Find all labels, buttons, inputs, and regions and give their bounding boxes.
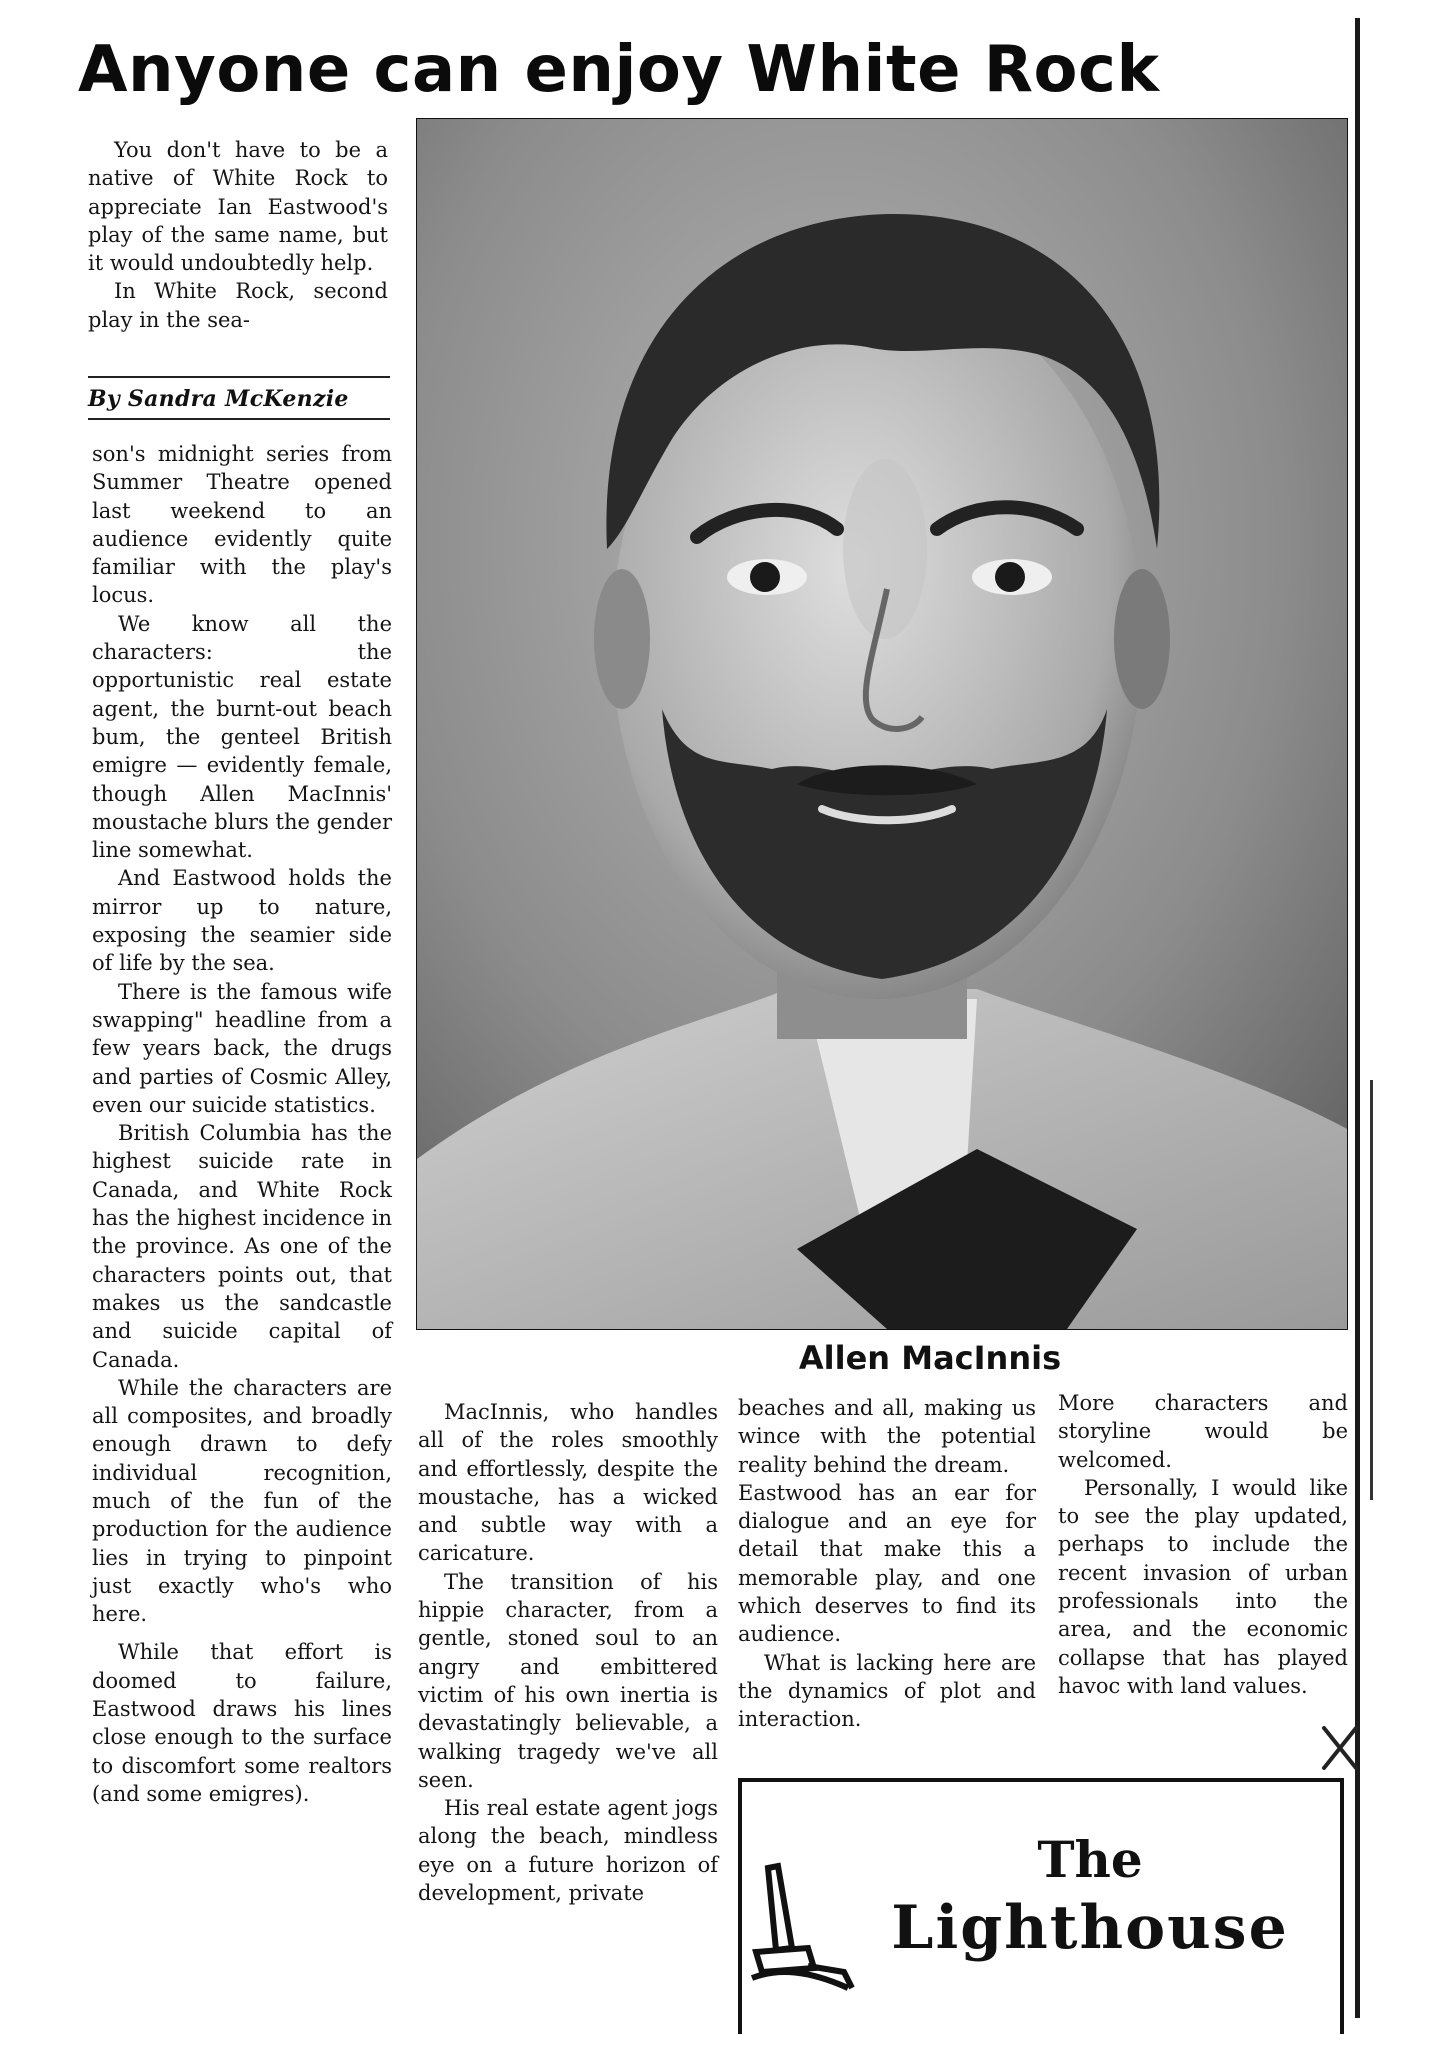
advert-title (850, 1830, 1330, 1966)
column-rule (1355, 18, 1360, 2018)
portrait-illustration (417, 119, 1347, 1329)
intro-paragraph-1: You don't have to be a native of White Rock to appreciate Ian Eastwood's play of the same name, but it would undoubtedly help. (88, 138, 388, 276)
article-column-2 (418, 1398, 718, 1907)
article-column-4 (1058, 1389, 1348, 1700)
paragraph: There is the famous wife swapping" headline from a few years back, the drugs and parties of Cosmic Alley, even our suicide statistics. (92, 979, 392, 1117)
article-column-3 (738, 1394, 1036, 1734)
byline: By Sandra McKenzie (88, 386, 349, 412)
paragraph: beaches and all, making us wince with the potential reality behind the dream. (738, 1396, 1036, 1477)
lighthouse-icon (748, 1848, 858, 1998)
paragraph: His real estate agent jogs along the beach, mindless eye on a future horizon of development, private (418, 1796, 718, 1906)
paragraph: While that effort is doomed to failure, Eastwood draws his lines close enough to the surface to discomfort some realtors (and some emigres). (92, 1640, 392, 1806)
paragraph: MacInnis, who handles all of the roles smoothly and effortlessly, despite the moustache, has a wicked and subtle way with a caricature. (418, 1400, 718, 1566)
paragraph: What is lacking here are the dynamics of plot and interaction. (738, 1650, 1036, 1732)
paragraph: We know all the characters: the opportunistic real estate agent, the burnt-out beach bum, the genteel British emigre — evidently female, though Allen MacInnis' moustache blurs the gender line somewhat. (92, 611, 392, 863)
paragraph: Eastwood has an ear for dialogue and an eye for detail that make this a memorable play, and one which deserves to find its audience. (738, 1480, 1036, 1647)
paragraph: British Columbia has the highest suicide rate in Canada, and White Rock has the highest incidence in the province. As one of the characters points out, that makes us the sandcastle and suicide capital of Canada. (92, 1121, 392, 1372)
paragraph: son's midnight series from Summer Theatre opened last weekend to an audience evidently quite familiar with the play's locus. (92, 442, 392, 608)
article-column-1 (92, 440, 392, 1808)
byline-box (88, 376, 390, 420)
paragraph: Personally, I would like to see the play updated, perhaps to include the recent invasion of urban professionals into the area, and the economic collapse that has played havoc with land values. (1058, 1475, 1348, 1698)
advert-title-line-1: The (1037, 1830, 1143, 1889)
photo-caption: Allen MacInnis (798, 1339, 1062, 1377)
paragraph: While the characters are all composites, and broadly enough drawn to defy individual recognition, much of the fun of the production for the audience lies in trying to pinpoint just exactly who's who here. (92, 1375, 392, 1627)
paragraph: More characters and storyline would be welcomed. (1058, 1391, 1348, 1472)
advert-title-line-2: Lighthouse (891, 1893, 1289, 1963)
portrait-photo (416, 118, 1348, 1330)
intro-column (88, 136, 388, 334)
paragraph: And Eastwood holds the mirror up to nature, exposing the seamier side of life by the sea. (92, 866, 392, 976)
column-rule-secondary (1370, 1080, 1373, 1500)
intro-paragraph-2: In White Rock, second play in the sea- (88, 279, 388, 332)
headline: Anyone can enjoy White Rock (78, 33, 1160, 107)
paragraph: The transition of his hippie character, from a gentle, stoned soul to an angry and embittered victim of his own inertia is devastatingly believable, a walking tragedy we've all seen. (418, 1569, 718, 1792)
cross-mark-icon (1318, 1722, 1362, 1774)
